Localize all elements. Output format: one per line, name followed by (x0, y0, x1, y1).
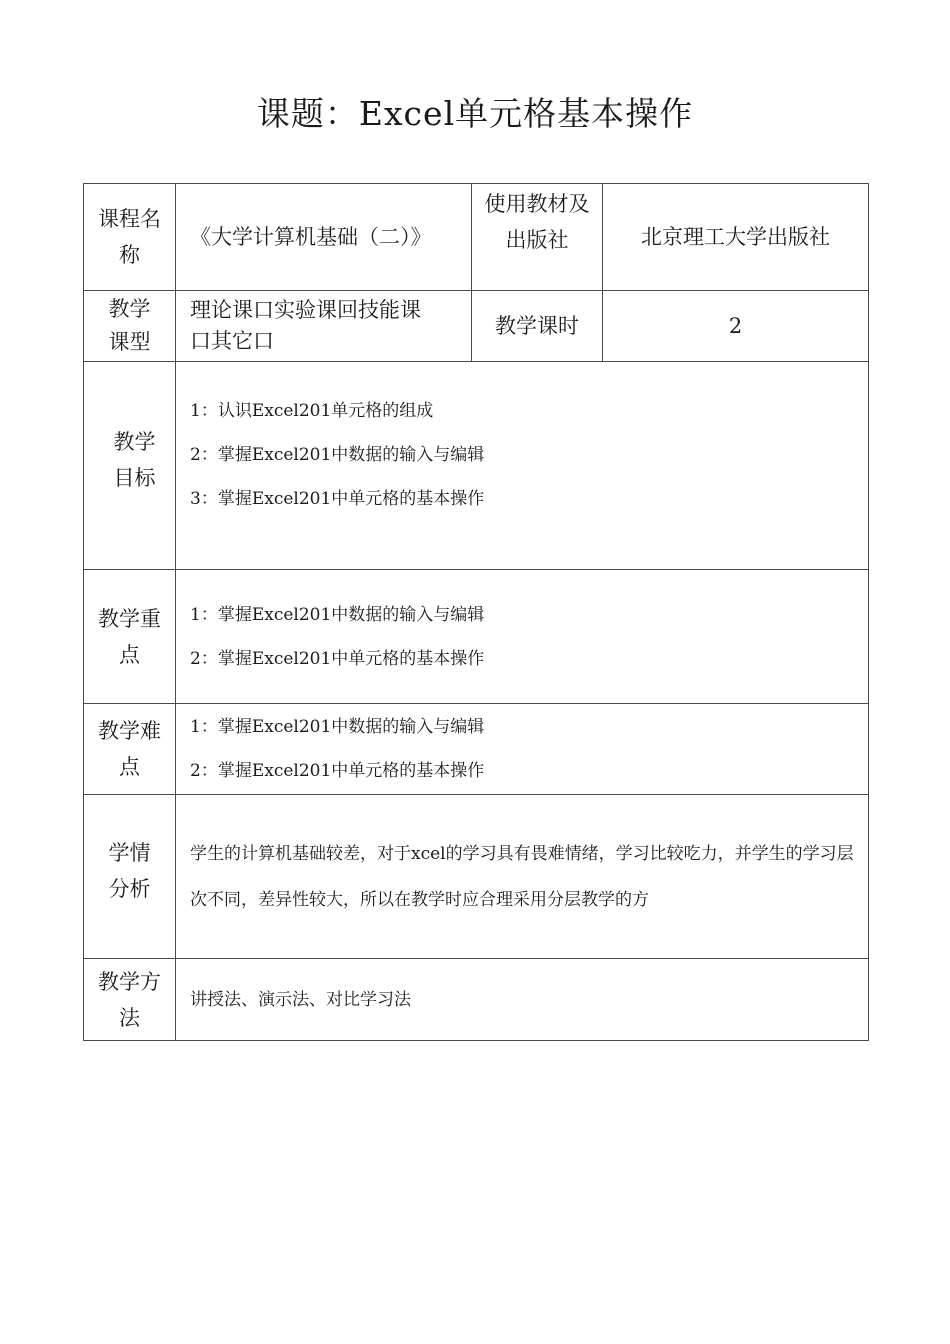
methods-text: 讲授法、演示法、对比学习法 (176, 959, 869, 1041)
course-type-line-1: 理论课口实验课回技能课 (190, 298, 421, 322)
methods-label: 教学方法 (84, 959, 176, 1041)
key-points-label: 教学重点 (84, 570, 176, 704)
analysis-row (84, 795, 869, 959)
course-type-label: 教学课型 (84, 291, 176, 362)
key-point-item-2: 2：掌握Excel201中单元格的基本操作 (190, 648, 485, 669)
methods-row (84, 959, 869, 1041)
difficulties-row (84, 704, 869, 795)
key-points-list (176, 570, 869, 704)
course-value: 《大学计算机基础（二）》 (176, 184, 472, 291)
course-label: 课程名称 (84, 184, 176, 291)
objective-item-2: 2：掌握Excel201中数据的输入与编辑 (190, 444, 485, 465)
course-type-line-2: 口其它口 (190, 329, 274, 353)
course-row (84, 184, 869, 291)
hours-value: 2 (603, 291, 869, 362)
course-type-value (176, 291, 472, 362)
key-point-item-1: 1：掌握Excel201中数据的输入与编辑 (190, 604, 485, 625)
objectives-list (176, 362, 869, 570)
hours-label: 教学课时 (472, 291, 603, 362)
difficulty-item-1: 1：掌握Excel201中数据的输入与编辑 (190, 717, 485, 737)
difficulties-list (176, 704, 869, 795)
objective-item-3: 3：掌握Excel201中单元格的基本操作 (190, 488, 485, 509)
difficulty-item-2: 2：掌握Excel201中单元格的基本操作 (190, 761, 485, 781)
key-points-row (84, 570, 869, 704)
objectives-row (84, 362, 869, 570)
page-title: 课题：Excel单元格基本操作 (256, 94, 694, 133)
objectives-label: 教学目标 (84, 362, 176, 570)
difficulties-label: 教学难点 (84, 704, 176, 795)
lesson-plan-table (83, 183, 869, 1041)
objective-item-1: 1：认识Excel201单元格的组成 (190, 400, 434, 421)
analysis-label: 学情分析 (84, 795, 176, 959)
textbook-value: 北京理工大学出版社 (603, 184, 869, 291)
analysis-text: 学生的计算机基础较差，对于xcel的学习具有畏难情绪，学习比较吃力，并学生的学习层次不同，差异性较大，所以在教学时应合理采用分层教学的方 (176, 795, 869, 959)
course-type-row (84, 291, 869, 362)
textbook-label: 使用教材及出版社 (472, 184, 603, 291)
